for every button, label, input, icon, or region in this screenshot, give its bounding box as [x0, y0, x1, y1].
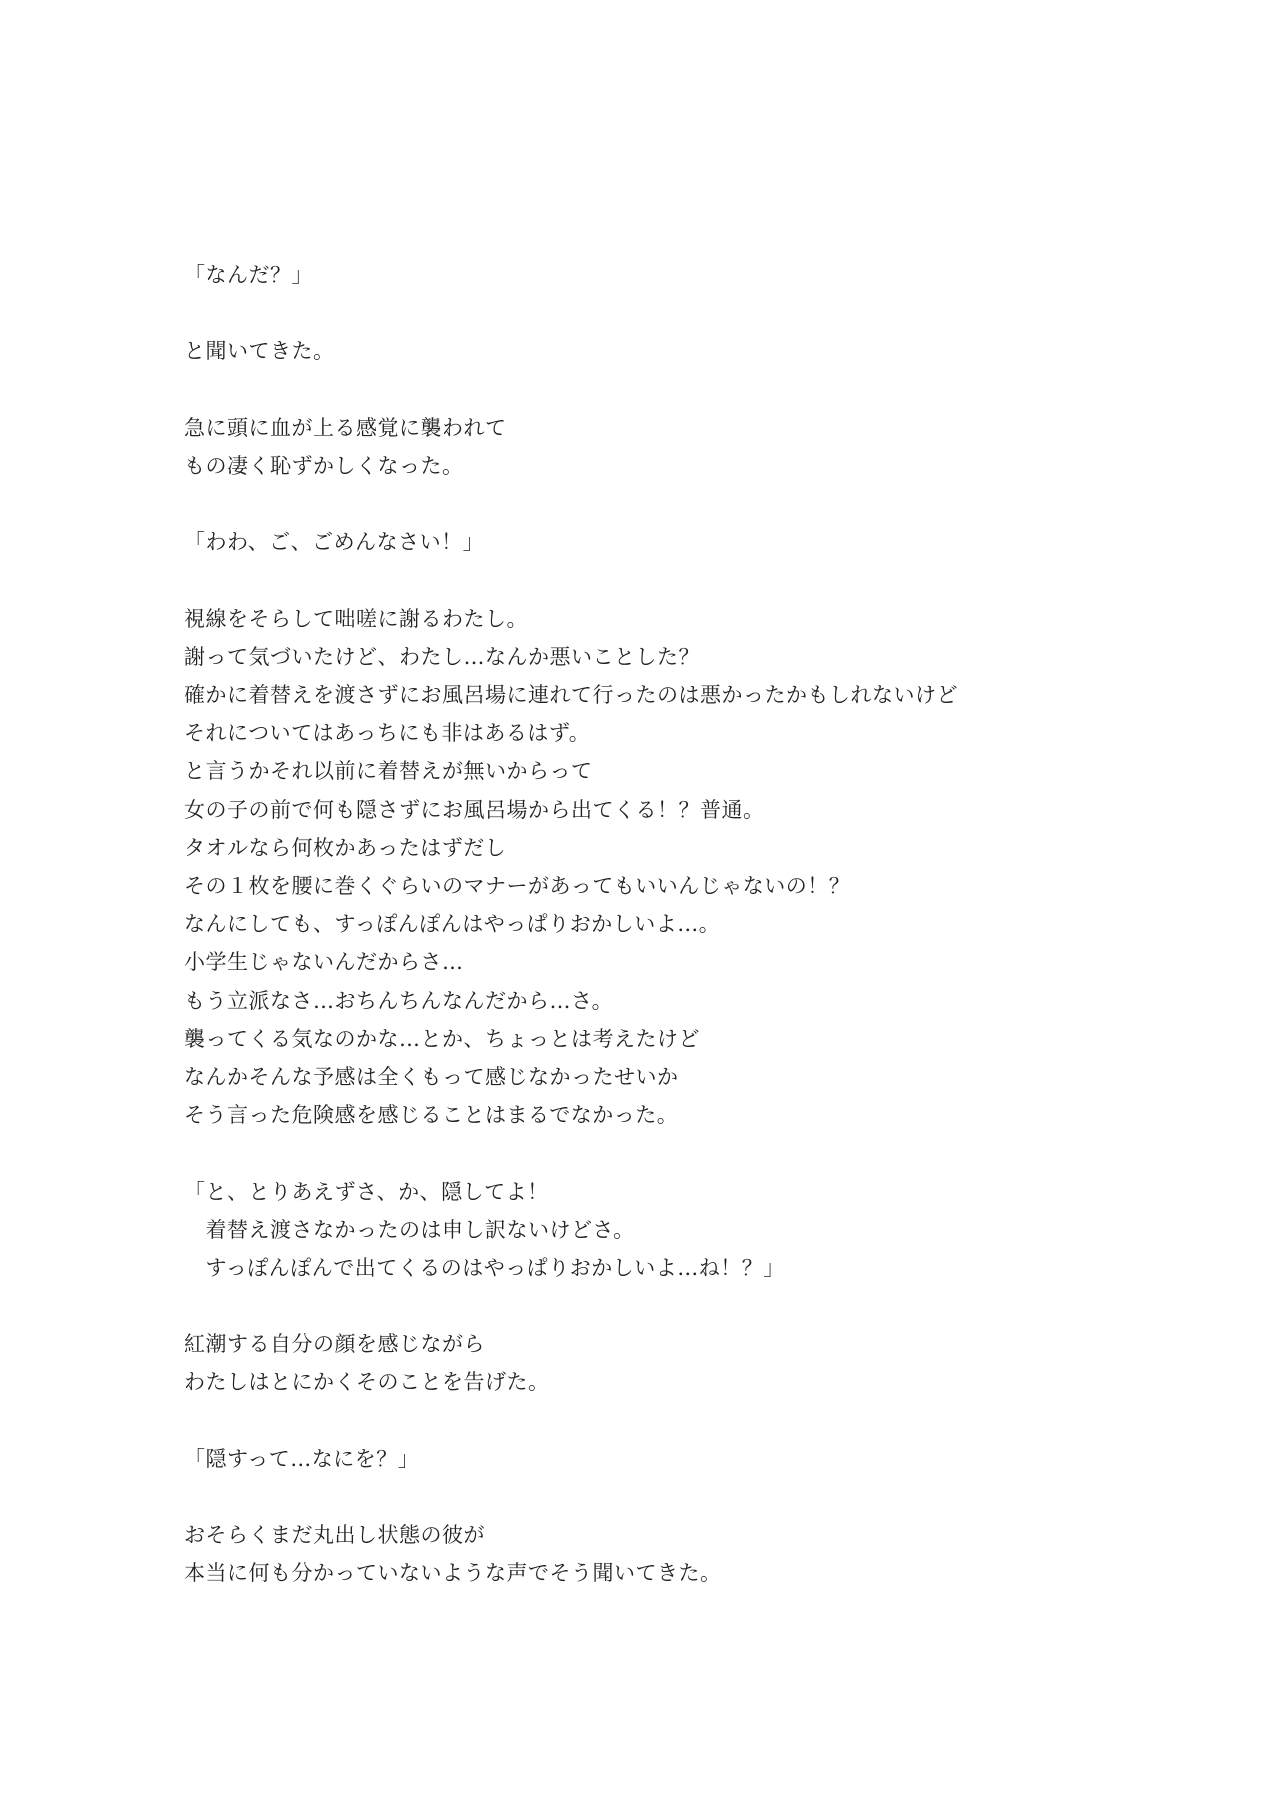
text-line: と言うかそれ以前に着替えが無いからって: [184, 759, 593, 784]
text-line: タオルなら何枚かあったはずだし: [184, 835, 507, 860]
body-text: [184, 256, 1184, 1593]
text-line: 「なんだ？」: [184, 263, 313, 287]
blank-line: [184, 1402, 1184, 1440]
blank-line: [184, 1134, 1184, 1172]
blank-line: [184, 1287, 1184, 1325]
blank-line: [184, 485, 1184, 523]
text-line: すっぽんぽんで出てくるのはやっぱりおかしいよ…ね！？」: [184, 1255, 785, 1280]
text-line: 「隠すって…なにを？」: [184, 1446, 420, 1471]
blank-line: [184, 294, 1184, 332]
text-line: おそらくまだ丸出し状態の彼が: [184, 1523, 485, 1548]
text-line: 小学生じゃないんだからさ…: [184, 950, 464, 975]
text-line: 急に頭に血が上る感覚に襲われて: [184, 415, 507, 440]
text-line: と聞いてきた。: [184, 339, 335, 364]
text-line: 着替え渡さなかったのは申し訳ないけどさ。: [184, 1217, 635, 1242]
blank-line: [184, 1478, 1184, 1516]
text-line: わたしはとにかくそのことを告げた。: [184, 1370, 550, 1395]
blank-line: [184, 371, 1184, 409]
text-line: もう立派なさ…おちんちんなんだから…さ。: [184, 988, 614, 1013]
text-line: 女の子の前で何も隠さずにお風呂場から出てくる！？普通。: [184, 797, 765, 822]
text-line: そう言った危険感を感じることはまるでなかった。: [184, 1103, 679, 1128]
text-line: 襲ってくる気なのかな…とか、ちょっとは考えたけど: [184, 1026, 700, 1051]
text-line: それについてはあっちにも非はあるはず。: [184, 721, 591, 746]
text-line: なんかそんな予感は全くもって感じなかったせいか: [184, 1064, 679, 1089]
text-line: 本当に何も分かっていないような声でそう聞いてきた。: [184, 1561, 722, 1586]
text-line: もの凄く恥ずかしくなった。: [184, 453, 464, 478]
text-line: なんにしても、すっぽんぽんはやっぱりおかしいよ…。: [184, 912, 721, 937]
text-line: 謝って気づいたけど、わたし…なんか悪いことした？: [184, 644, 700, 669]
text-line: 「わわ、ご、ごめんなさい！」: [184, 530, 485, 555]
text-line: 紅潮する自分の顔を感じながら: [184, 1332, 485, 1357]
text-line: 「と、とりあえずさ、か、隠してよ！: [184, 1179, 549, 1204]
text-line: 視線をそらして咄嗟に謝るわたし。: [184, 606, 528, 631]
blank-line: [184, 562, 1184, 600]
text-line: 確かに着替えを渡さずにお風呂場に連れて行ったのは悪かったかもしれないけど: [184, 683, 958, 708]
text-line: その１枚を腰に巻くぐらいのマナーがあってもいいんじゃないの！？: [184, 874, 851, 898]
